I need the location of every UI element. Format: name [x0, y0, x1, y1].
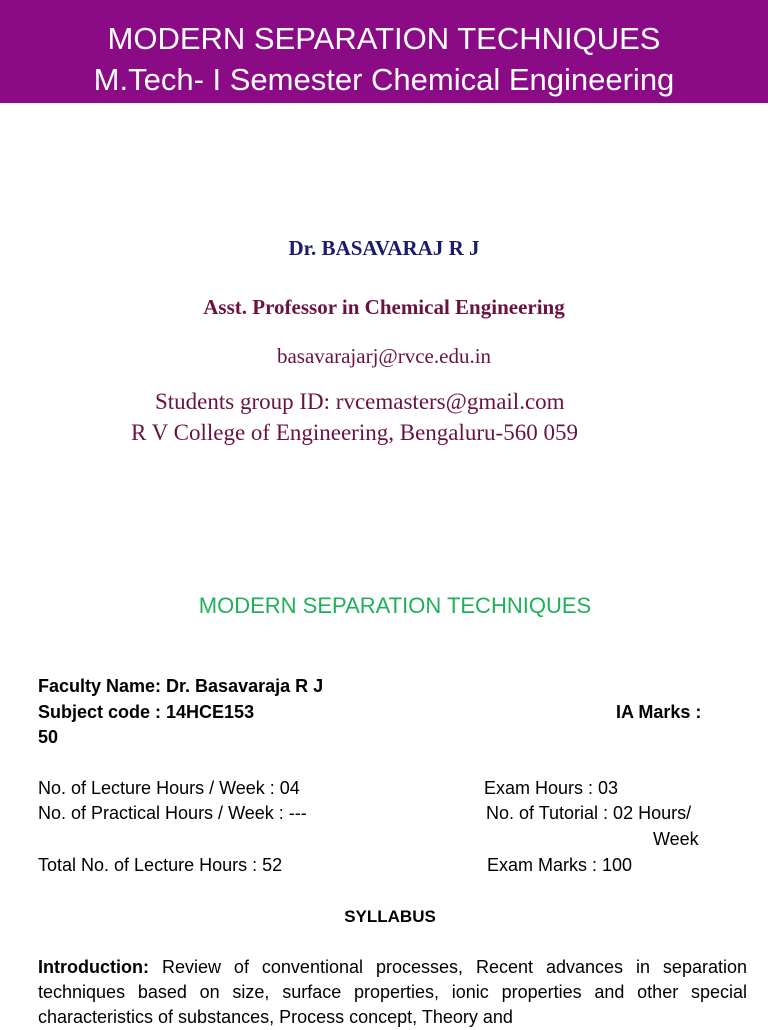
- ia-marks-label: IA Marks :: [616, 702, 702, 722]
- exam-marks: Exam Marks : 100: [487, 855, 633, 875]
- lecture-hours: No. of Lecture Hours / Week : 04: [38, 778, 300, 798]
- exam-hours: Exam Hours : 03: [484, 778, 619, 798]
- faculty-name: Faculty Name: Dr. Basavaraja R J: [38, 676, 324, 696]
- introduction-text: Review of conventional processes, Recent advances in separation techniques based on size, surface properties, ionic properties and other special characteristics of substances, Process concept, Theory and: [38, 957, 747, 1027]
- subject-code: Subject code : 14HCE153: [38, 702, 255, 722]
- ia-marks-value: 50: [38, 727, 59, 747]
- syllabus-heading: SYLLABUS: [344, 907, 436, 926]
- introduction-paragraph: [38, 955, 747, 1030]
- title-banner: [0, 0, 768, 103]
- author-title: Asst. Professor in Chemical Engineering: [203, 295, 565, 319]
- banner-title: MODERN SEPARATION TECHNIQUES: [107, 21, 661, 56]
- students-group-id: Students group ID: rvcemasters@gmail.com: [155, 389, 565, 414]
- author-name: Dr. BASAVARAJ R J: [288, 236, 480, 260]
- college-address: R V College of Engineering, Bengaluru-560 059: [131, 420, 578, 445]
- tutorial-hours: No. of Tutorial : 02 Hours/: [486, 803, 692, 823]
- author-email: basavarajarj@rvce.edu.in: [276, 344, 492, 368]
- practical-hours: No. of Practical Hours / Week : ---: [38, 803, 307, 823]
- banner-subtitle: M.Tech- I Semester Chemical Engineering: [93, 62, 675, 97]
- total-lecture-hours: Total No. of Lecture Hours : 52: [38, 855, 283, 875]
- tutorial-hours-unit: Week: [653, 829, 699, 849]
- introduction-label: Introduction:: [38, 957, 149, 977]
- course-heading: MODERN SEPARATION TECHNIQUES: [198, 593, 592, 618]
